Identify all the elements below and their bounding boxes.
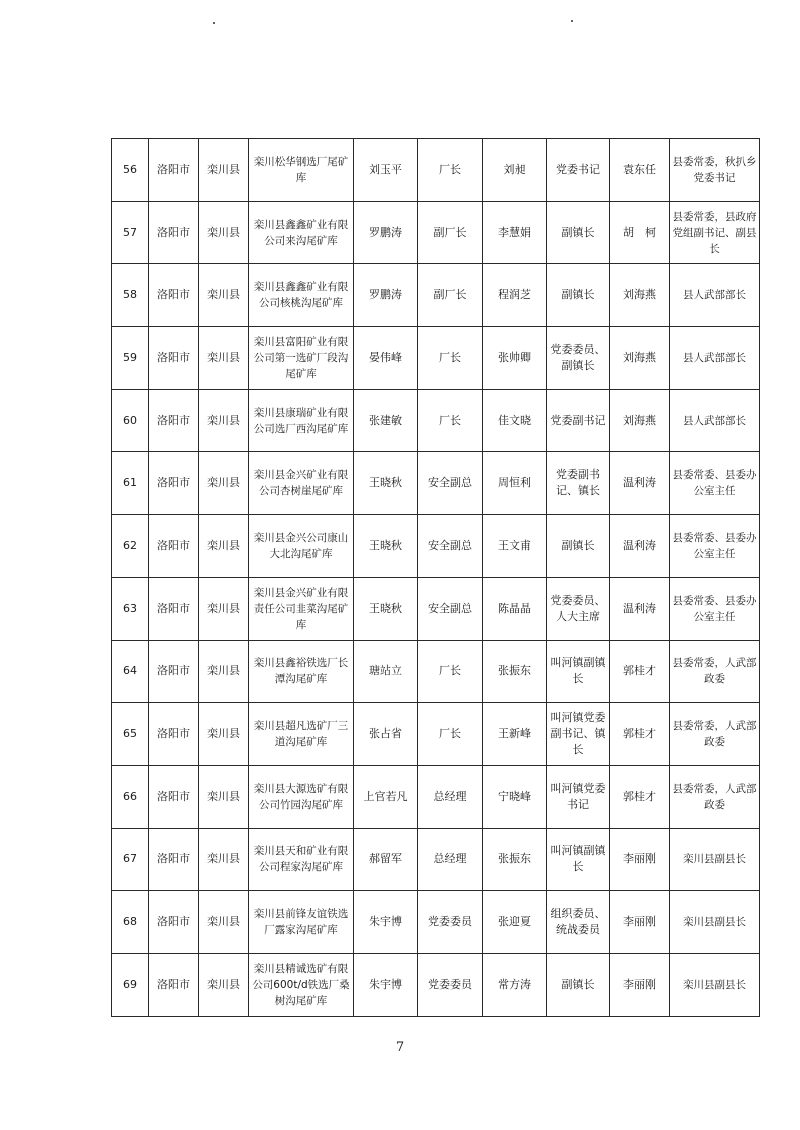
township-title-cell: 组织委员、统战委员: [547, 891, 610, 954]
tailings-site-cell: 栾川县富阳矿业有限公司第一选矿厂段沟尾矿库: [249, 327, 354, 390]
township-person-cell: 程润芝: [483, 264, 547, 327]
table-row: [112, 640, 760, 703]
tailings-site-cell: 栾川县天和矿业有限公司程家沟尾矿库: [249, 828, 354, 891]
township-person-cell: 宁晓峰: [483, 765, 547, 828]
enterprise-title-cell: 安全副总: [418, 577, 483, 640]
row-number-cell: 64: [112, 640, 149, 703]
county-title-cell: 县人武部部长: [670, 327, 760, 390]
table-row: [112, 828, 760, 891]
county-cell: 栾川县: [199, 139, 249, 202]
township-person-cell: 张帅卿: [483, 327, 547, 390]
township-title-cell: 党委副书记: [547, 389, 610, 452]
city-cell: 洛阳市: [149, 139, 199, 202]
county-person-cell: 李丽刚: [610, 828, 670, 891]
enterprise-person-cell: 王晓秋: [354, 515, 418, 578]
county-person-cell: 刘海燕: [610, 264, 670, 327]
row-number-cell: 63: [112, 577, 149, 640]
county-person-cell: 郭桂才: [610, 640, 670, 703]
tailings-site-cell: 栾川县超凡选矿厂三道沟尾矿库: [249, 703, 354, 766]
county-cell: 栾川县: [199, 201, 249, 264]
enterprise-person-cell: 郝留军: [354, 828, 418, 891]
enterprise-person-cell: 张占省: [354, 703, 418, 766]
township-title-cell: 副镇长: [547, 515, 610, 578]
enterprise-person-cell: 朱宇博: [354, 953, 418, 1016]
enterprise-title-cell: 党委委员: [418, 953, 483, 1016]
enterprise-title-cell: 厂长: [418, 389, 483, 452]
county-title-cell: 县委常委、县委办公室主任: [670, 577, 760, 640]
county-cell: 栾川县: [199, 264, 249, 327]
tailings-site-cell: 栾川县鑫鑫矿业有限公司核桃沟尾矿库: [249, 264, 354, 327]
enterprise-title-cell: 厂长: [418, 703, 483, 766]
township-person-cell: 常方涛: [483, 953, 547, 1016]
county-title-cell: 县委常委，县政府党组副书记、副县长: [670, 201, 760, 264]
township-title-cell: 党委副书记、镇长: [547, 452, 610, 515]
township-person-cell: 李慧娟: [483, 201, 547, 264]
row-number-cell: 66: [112, 765, 149, 828]
tailings-site-cell: 栾川县金兴矿业有限责任公司韭菜沟尾矿库: [249, 577, 354, 640]
township-title-cell: 副镇长: [547, 953, 610, 1016]
township-person-cell: 佳文晓: [483, 389, 547, 452]
county-person-cell: 胡 柯: [610, 201, 670, 264]
enterprise-person-cell: 朱宇博: [354, 891, 418, 954]
enterprise-person-cell: 瑭站立: [354, 640, 418, 703]
table-row: [112, 327, 760, 390]
county-title-cell: 县委常委、县委办公室主任: [670, 452, 760, 515]
row-number-cell: 69: [112, 953, 149, 1016]
county-cell: 栾川县: [199, 515, 249, 578]
scan-speck: [213, 22, 215, 24]
enterprise-title-cell: 安全副总: [418, 515, 483, 578]
county-cell: 栾川县: [199, 389, 249, 452]
county-person-cell: 温利涛: [610, 452, 670, 515]
county-cell: 栾川县: [199, 953, 249, 1016]
table-row: [112, 515, 760, 578]
township-title-cell: 党委委员、副镇长: [547, 327, 610, 390]
county-cell: 栾川县: [199, 452, 249, 515]
township-title-cell: 叫河镇党委书记: [547, 765, 610, 828]
table-row: [112, 703, 760, 766]
tailings-site-cell: 栾川县大源选矿有限公司竹园沟尾矿库: [249, 765, 354, 828]
tailings-site-cell: 栾川县金兴公司康山大北沟尾矿库: [249, 515, 354, 578]
table-row: [112, 452, 760, 515]
township-title-cell: 副镇长: [547, 201, 610, 264]
county-cell: 栾川县: [199, 828, 249, 891]
row-number-cell: 56: [112, 139, 149, 202]
enterprise-person-cell: 王晓秋: [354, 577, 418, 640]
tailings-site-cell: 栾川县鑫裕铁选厂长潭沟尾矿库: [249, 640, 354, 703]
tailings-site-cell: 栾川县前锋友谊铁选厂露家沟尾矿库: [249, 891, 354, 954]
county-person-cell: 刘海燕: [610, 389, 670, 452]
county-person-cell: 刘海燕: [610, 327, 670, 390]
county-title-cell: 县委常委、县委办公室主任: [670, 515, 760, 578]
enterprise-title-cell: 副厂长: [418, 264, 483, 327]
row-number-cell: 57: [112, 201, 149, 264]
township-person-cell: 张迎夏: [483, 891, 547, 954]
county-title-cell: 县委常委，秋扒乡党委书记: [670, 139, 760, 202]
county-person-cell: 袁东任: [610, 139, 670, 202]
tailings-site-cell: 栾川松华钢选厂尾矿库: [249, 139, 354, 202]
enterprise-title-cell: 厂长: [418, 327, 483, 390]
county-person-cell: 李丽刚: [610, 891, 670, 954]
township-person-cell: 张振东: [483, 828, 547, 891]
row-number-cell: 60: [112, 389, 149, 452]
county-title-cell: 县委常委，人武部政委: [670, 765, 760, 828]
tailings-site-cell: 栾川县金兴矿业有限公司杏树崖尾矿库: [249, 452, 354, 515]
enterprise-person-cell: 王晓秋: [354, 452, 418, 515]
county-title-cell: 栾川县副县长: [670, 953, 760, 1016]
row-number-cell: 58: [112, 264, 149, 327]
city-cell: 洛阳市: [149, 828, 199, 891]
township-title-cell: 党委书记: [547, 139, 610, 202]
township-person-cell: 王新峰: [483, 703, 547, 766]
table-row: [112, 264, 760, 327]
page-number: 7: [395, 1040, 405, 1055]
table-row: [112, 577, 760, 640]
enterprise-title-cell: 总经理: [418, 765, 483, 828]
county-cell: 栾川县: [199, 703, 249, 766]
table-row: [112, 953, 760, 1016]
township-person-cell: 张振东: [483, 640, 547, 703]
row-number-cell: 67: [112, 828, 149, 891]
county-title-cell: 栾川县副县长: [670, 891, 760, 954]
table-row: [112, 389, 760, 452]
scan-speck: [571, 20, 573, 22]
city-cell: 洛阳市: [149, 953, 199, 1016]
row-number-cell: 68: [112, 891, 149, 954]
enterprise-title-cell: 厂长: [418, 640, 483, 703]
county-person-cell: 温利涛: [610, 515, 670, 578]
city-cell: 洛阳市: [149, 452, 199, 515]
city-cell: 洛阳市: [149, 389, 199, 452]
county-title-cell: 县人武部部长: [670, 264, 760, 327]
row-number-cell: 65: [112, 703, 149, 766]
county-person-cell: 温利涛: [610, 577, 670, 640]
table-row: [112, 139, 760, 202]
county-title-cell: 县委常委，人武部政委: [670, 703, 760, 766]
enterprise-title-cell: 总经理: [418, 828, 483, 891]
county-title-cell: 栾川县副县长: [670, 828, 760, 891]
township-person-cell: 陈晶晶: [483, 577, 547, 640]
enterprise-person-cell: 晏伟峰: [354, 327, 418, 390]
township-person-cell: 刘昶: [483, 139, 547, 202]
enterprise-title-cell: 厂长: [418, 139, 483, 202]
county-cell: 栾川县: [199, 577, 249, 640]
township-title-cell: 叫河镇副镇长: [547, 828, 610, 891]
county-person-cell: 郭桂才: [610, 703, 670, 766]
row-number-cell: 61: [112, 452, 149, 515]
table-row: [112, 201, 760, 264]
city-cell: 洛阳市: [149, 264, 199, 327]
table-body: [112, 139, 760, 1017]
enterprise-title-cell: 党委委员: [418, 891, 483, 954]
enterprise-person-cell: 刘玉平: [354, 139, 418, 202]
table-row: [112, 765, 760, 828]
tailings-site-cell: 栾川县康瑞矿业有限公司选厂西沟尾矿库: [249, 389, 354, 452]
enterprise-person-cell: 罗鹏涛: [354, 264, 418, 327]
city-cell: 洛阳市: [149, 201, 199, 264]
city-cell: 洛阳市: [149, 640, 199, 703]
tailings-site-cell: 栾川县鑫鑫矿业有限公司来沟尾矿库: [249, 201, 354, 264]
enterprise-title-cell: 副厂长: [418, 201, 483, 264]
city-cell: 洛阳市: [149, 515, 199, 578]
township-title-cell: 党委委员、人大主席: [547, 577, 610, 640]
county-cell: 栾川县: [199, 765, 249, 828]
enterprise-title-cell: 安全副总: [418, 452, 483, 515]
row-number-cell: 59: [112, 327, 149, 390]
city-cell: 洛阳市: [149, 327, 199, 390]
city-cell: 洛阳市: [149, 577, 199, 640]
township-person-cell: 王文甫: [483, 515, 547, 578]
city-cell: 洛阳市: [149, 891, 199, 954]
township-title-cell: 叫河镇党委副书记、镇长: [547, 703, 610, 766]
tailings-site-cell: 栾川县精诚选矿有限公司600t/d铁选厂桑树沟尾矿库: [249, 953, 354, 1016]
row-number-cell: 62: [112, 515, 149, 578]
table-row: [112, 891, 760, 954]
city-cell: 洛阳市: [149, 765, 199, 828]
county-title-cell: 县委常委，人武部政委: [670, 640, 760, 703]
county-title-cell: 县人武部部长: [670, 389, 760, 452]
township-person-cell: 周恒利: [483, 452, 547, 515]
enterprise-person-cell: 罗鹏涛: [354, 201, 418, 264]
township-title-cell: 副镇长: [547, 264, 610, 327]
county-cell: 栾川县: [199, 891, 249, 954]
county-person-cell: 郭桂才: [610, 765, 670, 828]
enterprise-person-cell: 张建敏: [354, 389, 418, 452]
city-cell: 洛阳市: [149, 703, 199, 766]
county-cell: 栾川县: [199, 327, 249, 390]
county-cell: 栾川县: [199, 640, 249, 703]
county-person-cell: 李丽刚: [610, 953, 670, 1016]
township-title-cell: 叫河镇副镇长: [547, 640, 610, 703]
enterprise-person-cell: 上官若凡: [354, 765, 418, 828]
responsibility-table: [111, 138, 760, 1017]
